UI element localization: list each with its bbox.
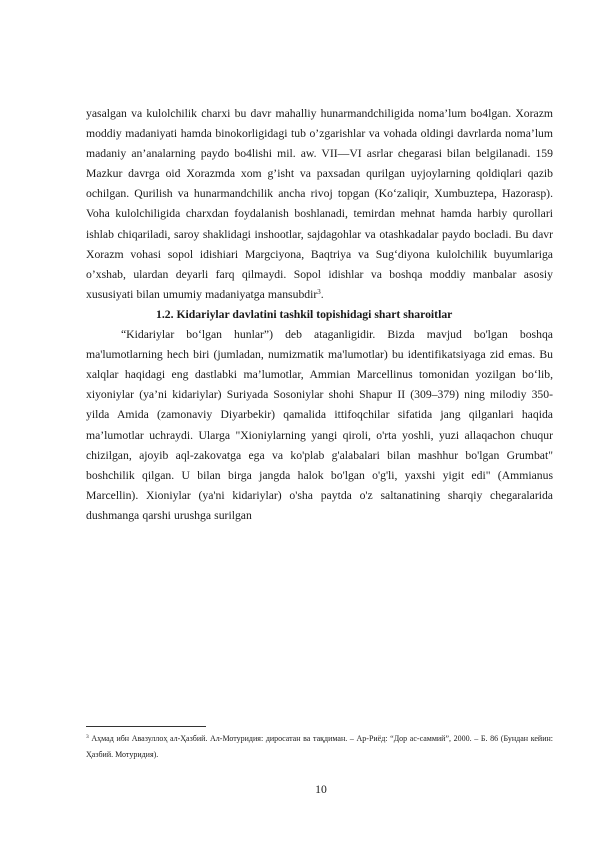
footnote-divider xyxy=(86,726,206,727)
footnote-text: Аҳмад ибн Авазуллоҳ ал-Ҳазбий. Ал-Мотуридия: дироcатан ва тақдиман. – Ар-Риёд: “Дор ас-саммий”, 2000. – Б. 86 (Бундан кейин: Ҳазбий. Мотуридия). xyxy=(86,734,553,759)
paragraph-kidarites: “Kidariylar bo‘lgan hunlar”) deb ataganligidir. Bizda mavjud bo'lgan boshqa ma'lumotlarning hech biri (jumladan, numizmatik ma'lumotlar) bu identifikatsiyaga zid emas. Bu xalqlar haqidagi eng dastlabki ma’lumotlar, Ammian Marcellinus tomonidan yozilgan bo‘lib, xiyoniylar (ya’ni kidariylar) Suriyada Sosoniylar shohi Shapur II (309–379) ning milodiy 350-yilda Amida (zamonaviy Diyarbekir) qamalida ittifoqchilar sifatida jang qilganlari haqida ma’lumotlar uchraydi. Ularga "Xioniylarning yangi qiroli, o'rta yoshli, yuzi allaqachon chuqur chizilgan, ajoyib aql-zakovatga ega va ko'plab g'alabalari bilan mashhur bo'lgan Grumbat" boshchilik qilgan. U bilan birga jangda halok bo'lgan o'g'li, yaxshi yigit edi" (Ammianus Marcellin). Xioniylar (ya'ni kidariylar) o'sha paytda o'z saltanatining sharqiy chegaralarida dushmanga qarshi urushga surilgan xyxy=(86,328,553,522)
paragraph-xorazm-culture xyxy=(86,104,553,305)
footnote-number: 3 xyxy=(86,734,89,740)
footnote xyxy=(86,731,553,763)
section-heading: 1.2. Kidariylar davlatini tashkil topishidagi shart sharoitlar xyxy=(156,307,453,321)
paragraph-period: . xyxy=(320,287,324,301)
page-number: 10 xyxy=(315,783,327,796)
footnote-reference[interactable]: 3 xyxy=(317,287,321,296)
paragraph-text: yasalgan va kulolchilik charxi bu davr mahalliy hunarmandchiligida noma’lum bo4lgan. Xorazm moddiy madaniyati hamda binokorligidagi tub o’zgarishlar va vohada oldingi davrlarda noma’lum madaniy an’analarning paydo bo4lishi mil. aw. VII—VI asrlar chegarasi bilan belgilanadi. 159 Mazkur davrga oid Xorazmda xom g’isht va paxsadan qurilgan uyjoylarning qoldiqlari qazib ochilgan. Qurilish va hunarmandchilik ancha rivoj topgan (Ko‘zaliqir, Xumbuztepa, Hazorasp). Voha kulolchiligida charxdan foydalanish boshlanadi, temirdan mehnat hamda harbiy qurollari ishlab chiqariladi, saroy shaklidagi inshootlar, sajdagohlar va otashkadalar paydo bocladi. Bu davr Xorazm vohasi sopol idishiari Margciyona, Baqtriya va Sug‘diyona kulolchilik buyumlariga o’xshab, ulardan deyarli farq qilmaydi. Sopol idishlar va boshqa moddiy manbalar asosiy xususiyati bilan umumiy madaniyatga mansubdir xyxy=(86,107,553,301)
page-body xyxy=(86,104,553,526)
